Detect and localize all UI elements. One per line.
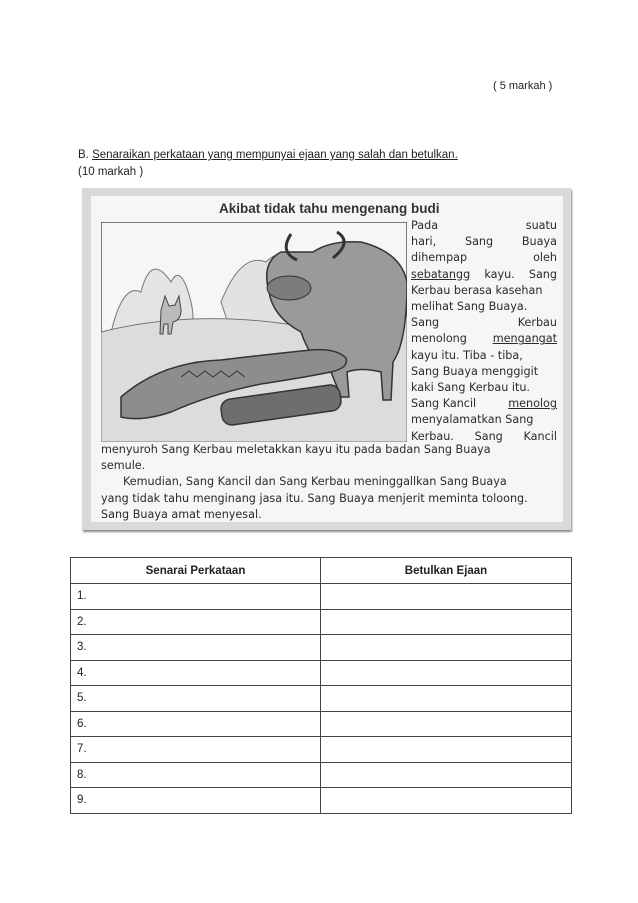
row-number: 1. xyxy=(71,584,321,610)
story-line: Sang Kerbau xyxy=(411,316,557,330)
row-number: 4. xyxy=(71,660,321,686)
answer-cell[interactable] xyxy=(321,762,572,788)
header-word-list: Senarai Perkataan xyxy=(71,558,321,584)
story-line: menyalamatkan Sang xyxy=(411,413,534,427)
story-panel xyxy=(91,196,563,522)
story-line: menolong mengangat xyxy=(411,332,557,346)
table-row xyxy=(71,737,572,763)
answer-table xyxy=(70,557,572,814)
marks-label-section-b: (10 markah ) xyxy=(78,166,144,178)
row-number: 8. xyxy=(71,762,321,788)
story-illustration xyxy=(101,222,407,442)
answer-cell[interactable] xyxy=(321,584,572,610)
story-line: menyuroh Sang Kerbau meletakkan kayu itu pada badan Sang Buaya xyxy=(101,443,491,456)
row-number: 2. xyxy=(71,609,321,635)
row-number: 5. xyxy=(71,686,321,712)
header-correct-spelling: Betulkan Ejaan xyxy=(321,558,572,584)
story-text-right-column xyxy=(411,218,557,445)
story-line: Kerbau berasa kasehan xyxy=(411,283,543,297)
story-line: semule. xyxy=(101,459,146,473)
answer-cell[interactable] xyxy=(321,660,572,686)
table-row xyxy=(71,635,572,661)
marks-label-top: ( 5 markah ) xyxy=(493,80,553,92)
answer-cell[interactable] xyxy=(321,737,572,763)
story-line: Kerbau. Sang Kancil xyxy=(411,429,557,443)
story-line: kaki Sang Kerbau itu. xyxy=(411,381,530,395)
story-title: Akibat tidak tahu mengenang budi xyxy=(219,201,440,216)
table-row xyxy=(71,762,572,788)
instruction-text: Senaraikan perkataan yang mempunyai ejaan yang salah dan betulkan. xyxy=(92,149,458,161)
story-line: Sang Buaya menggigit xyxy=(411,364,539,378)
story-line: sebatangg kayu. Sang xyxy=(411,267,557,281)
section-b-instruction xyxy=(78,147,458,164)
story-line: melihat Sang Buaya. xyxy=(411,300,528,314)
story-line: kayu itu. Tiba - tiba, xyxy=(411,348,523,362)
story-line: Kemudian, Sang Kancil dan Sang Kerbau meninggallkan Sang Buaya xyxy=(123,475,507,489)
story-text-bottom xyxy=(101,442,559,522)
table-header-row xyxy=(71,558,572,584)
row-number: 6. xyxy=(71,711,321,737)
answer-cell[interactable] xyxy=(321,635,572,661)
section-letter: B. xyxy=(78,149,89,161)
table-row xyxy=(71,711,572,737)
table-row xyxy=(71,660,572,686)
story-line: yang tidak tahu menginang jasa itu. Sang Buaya menjerit meminta toloong. xyxy=(101,491,528,505)
answer-cell[interactable] xyxy=(321,788,572,814)
story-line: Sang Kancil menolog xyxy=(411,397,557,411)
story-line: Pada suatu xyxy=(411,219,557,232)
story-image xyxy=(82,188,571,530)
table-row xyxy=(71,686,572,712)
answer-cell[interactable] xyxy=(321,609,572,635)
story-line: hari, Sang Buaya xyxy=(411,235,557,249)
story-line: dihempap oleh xyxy=(411,251,557,265)
answer-cell[interactable] xyxy=(321,686,572,712)
story-line: Sang Buaya amat menyesal. xyxy=(101,507,262,521)
table-row xyxy=(71,788,572,814)
table-row xyxy=(71,609,572,635)
row-number: 7. xyxy=(71,737,321,763)
row-number: 9. xyxy=(71,788,321,814)
answer-cell[interactable] xyxy=(321,711,572,737)
row-number: 3. xyxy=(71,635,321,661)
table-row xyxy=(71,584,572,610)
